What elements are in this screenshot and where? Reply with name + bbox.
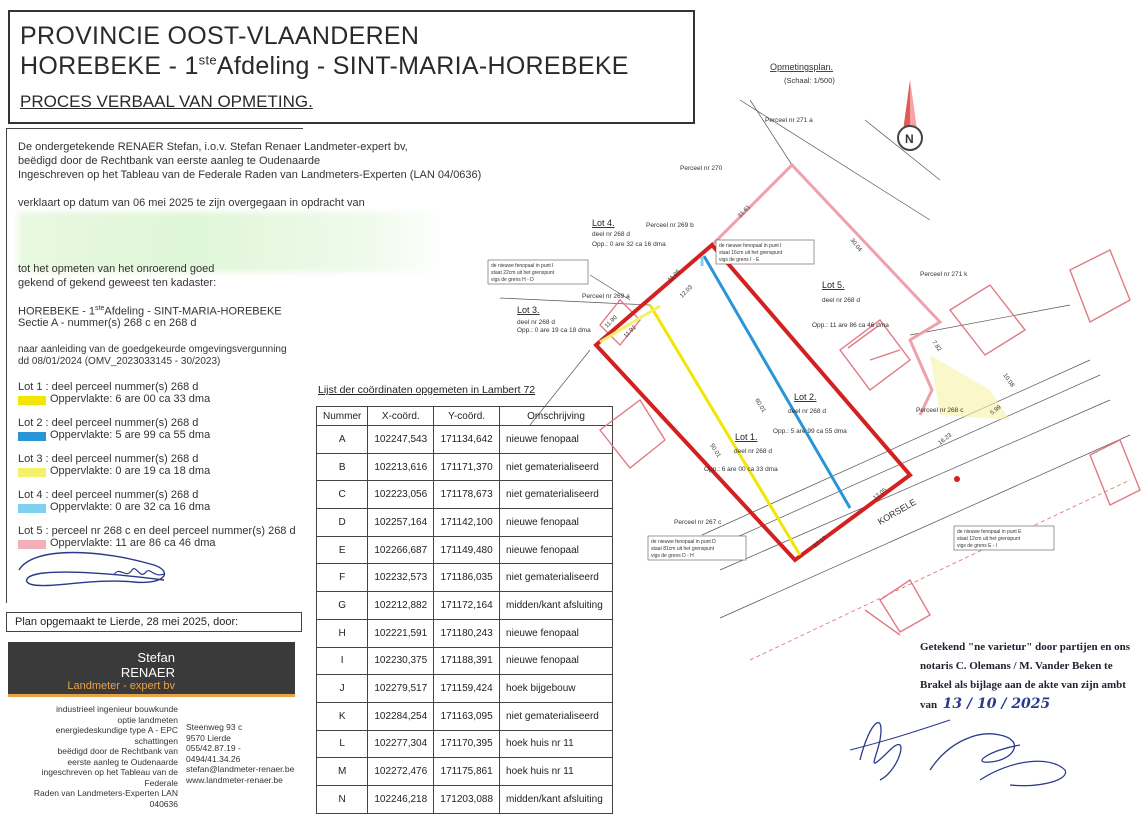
- svg-text:11.05: 11.05: [667, 268, 682, 284]
- col-header-y: Y-coörd.: [434, 407, 500, 426]
- point-id: I: [317, 647, 368, 675]
- north-label: N: [905, 132, 914, 146]
- plan-scale: (Schaal: 1/500): [784, 76, 835, 85]
- lot-5-deel: deel nr 268 d: [822, 297, 860, 304]
- x-coord: 102230,375: [368, 647, 434, 675]
- x-coord: 102246,218: [368, 785, 434, 813]
- company-contact: Steenweg 93 c 9570 Lierde 055/42.87.19 - 0494/41.34.26 stefan@landmeter-renaer.be www.landmeter-renaer.be: [186, 722, 295, 785]
- svg-text:staat 81cm uit het grenspunt: staat 81cm uit het grenspunt: [651, 546, 715, 552]
- document-title: PROCES VERBAAL VAN OPMETING.: [20, 92, 313, 111]
- svg-text:50.01: 50.01: [708, 442, 722, 459]
- aanleiding-line-2: dd 08/01/2024 (OMV_2023033145 - 30/2023): [18, 356, 221, 367]
- x-coord: 102272,476: [368, 758, 434, 786]
- company-credentials: industrieel ingenieur bouwkunde optie landmeten energiedeskundige type A - EPC schattingen beëdigd door de Rechtbank van eerste aanleg te Oudenaarde ingeschreven op het Tableau van de Federale Raden van Landmeters-Experten LAN 040636: [33, 704, 178, 809]
- kadaster-line-1: tot het opmeten van het onroerend goed: [18, 263, 215, 275]
- intro-line-1: De ondergetekende RENAER Stefan, i.o.v. Stefan Renaer Landmeter-expert bv,: [18, 141, 408, 153]
- kadaster-line-2: gekend of gekend geweest ten kadaster:: [18, 277, 217, 289]
- point-id: H: [317, 619, 368, 647]
- description: hoek bijgebouw: [500, 675, 613, 703]
- plan-title: Opmetingsplan.: [770, 62, 834, 72]
- description: niet gematerialiseerd: [500, 564, 613, 592]
- description: hoek huis nr 11: [500, 730, 613, 758]
- note-i: [716, 240, 814, 264]
- lot-4-deel: deel nr 268 d: [592, 231, 630, 238]
- boundary-post-marker: [954, 476, 960, 482]
- y-coord: 171171,370: [434, 453, 500, 481]
- lot-1-area: Opp.: 6 are 00 ca 33 dma: [704, 466, 778, 473]
- north-arrow-icon: [898, 80, 922, 150]
- x-coord: 102223,056: [368, 481, 434, 509]
- svg-text:vigs de grens I - E: vigs de grens I - E: [719, 257, 760, 263]
- parcel-267c: Perceel nr 267 c: [674, 519, 722, 526]
- svg-text:staat 12cm uit het grenspunt: staat 12cm uit het grenspunt: [957, 536, 1021, 542]
- col-header-x: X-coörd.: [368, 407, 434, 426]
- plan-made-box: Plan opgemaakt te Lierde, 28 mei 2025, door:: [6, 612, 302, 632]
- point-id: B: [317, 453, 368, 481]
- y-coord: 171188,391: [434, 647, 500, 675]
- svg-text:de nieuwe fenopaal in punt I: de nieuwe fenopaal in punt I: [719, 243, 782, 249]
- y-coord: 171172,164: [434, 592, 500, 620]
- description: niet gematerialiseerd: [500, 481, 613, 509]
- parcel-270: Perceel nr 270: [680, 165, 723, 172]
- point-id: F: [317, 564, 368, 592]
- kadaster-sectie: Sectie A - nummer(s) 268 c en 268 d: [18, 317, 197, 329]
- point-id: E: [317, 536, 368, 564]
- svg-text:31.61: 31.61: [737, 204, 753, 220]
- road-edge: [750, 480, 1130, 660]
- x-coord: 102277,304: [368, 730, 434, 758]
- y-coord: 171163,095: [434, 702, 500, 730]
- lot-1-swatch: [18, 396, 46, 405]
- svg-text:de nieuwe fenopaal in punt D: de nieuwe fenopaal in punt D: [651, 539, 716, 545]
- company-logo: [8, 642, 295, 694]
- coords-caption: Lijst der coördinaten opgemeten in Lambert 72: [318, 384, 536, 396]
- point-id: N: [317, 785, 368, 813]
- point-id: D: [317, 509, 368, 537]
- y-coord: 171142,100: [434, 509, 500, 537]
- lot-3-deel: deel nr 268 d: [517, 319, 555, 326]
- parcel-271k: Perceel nr 271 k: [920, 271, 968, 278]
- svg-text:staat 16cm uit het grenspunt: staat 16cm uit het grenspunt: [719, 250, 783, 256]
- svg-text:12.03: 12.03: [679, 284, 695, 300]
- neighbour-buildings: [600, 250, 1140, 635]
- parcel-269b: Perceel nr 269 b: [646, 222, 694, 229]
- y-coord: 171178,673: [434, 481, 500, 509]
- description: nieuwe fenopaal: [500, 509, 613, 537]
- x-coord: 102213,616: [368, 453, 434, 481]
- svg-text:10.08: 10.08: [1001, 372, 1015, 389]
- point-id: G: [317, 592, 368, 620]
- municipality-title: HOREBEKE - 1steAfdeling - SINT-MARIA-HOREBEKE: [20, 52, 629, 80]
- description: midden/kant afsluiting: [500, 785, 613, 813]
- note-d: [648, 536, 746, 560]
- x-coord: 102247,543: [368, 426, 434, 454]
- description: midden/kant afsluiting: [500, 592, 613, 620]
- lot-1-deel: deel nr 268 d: [734, 448, 772, 455]
- description: niet gematerialiseerd: [500, 702, 613, 730]
- svg-text:de nieuwe fenopaal in punt E: de nieuwe fenopaal in punt E: [957, 529, 1022, 535]
- lot-4-area: Opp.: 0 are 32 ca 16 dma: [592, 241, 666, 248]
- intro-line-2: beëdigd door de Rechtbank van eerste aanleg te Oudenaarde: [18, 155, 321, 167]
- coords-row: [317, 730, 613, 758]
- intro-line-3: Ingeschreven op het Tableau van de Federale Raden van Landmeters-Experten (LAN 04/0636): [18, 169, 482, 181]
- logo-accent-bar: [8, 694, 295, 697]
- svg-text:vigs de grens H - D: vigs de grens H - D: [491, 277, 534, 283]
- description: nieuwe fenopaal: [500, 426, 613, 454]
- lot-3-area: Opp.: 0 are 19 ca 18 dma: [517, 327, 591, 334]
- lot-4-swatch: [18, 504, 46, 513]
- svg-text:7.82: 7.82: [930, 339, 942, 353]
- lot-3-swatch: [18, 468, 46, 477]
- province-title: PROVINCIE OOST-VLAANDEREN: [20, 22, 420, 50]
- coords-row: [317, 758, 613, 786]
- street-name: KORSELE: [876, 496, 918, 527]
- y-coord: 171149,480: [434, 536, 500, 564]
- survey-map: [470, 60, 1146, 710]
- description: niet gematerialiseerd: [500, 453, 613, 481]
- svg-text:11.90: 11.90: [604, 314, 619, 330]
- y-coord: 171186,035: [434, 564, 500, 592]
- coords-row: [317, 785, 613, 813]
- x-coord: 102257,164: [368, 509, 434, 537]
- point-id: C: [317, 481, 368, 509]
- lot-2-deel: deel nr 268 d: [788, 408, 826, 415]
- lot-5-title: Lot 5.: [822, 280, 845, 290]
- kadaster-location: HOREBEKE - 1steAfdeling - SINT-MARIA-HOREBEKE: [18, 305, 282, 318]
- col-header-nummer: Nummer: [317, 407, 368, 426]
- lot-3-title: Lot 3.: [517, 305, 540, 315]
- note-h: [488, 260, 588, 284]
- company-name-first: Stefan: [137, 650, 175, 665]
- aanleiding-line-1: naar aanleiding van de goedgekeurde omgevingsvergunning: [18, 344, 287, 355]
- svg-text:30.04: 30.04: [848, 237, 863, 254]
- lot-1-title: Lot 1.: [735, 432, 758, 442]
- svg-text:staat 22cm uit het grenspunt: staat 22cm uit het grenspunt: [491, 270, 555, 276]
- svg-text:vigs de grens D - H: vigs de grens D - H: [651, 553, 694, 559]
- x-coord: 102284,254: [368, 702, 434, 730]
- x-coord: 102221,591: [368, 619, 434, 647]
- y-coord: 171159,424: [434, 675, 500, 703]
- notary-stamp: Getekend "ne varietur" door partijen en ons notaris C. Olemans / M. Vander Beken te Brakel als bijlage aan de akte van zijn ambt van 13 / 10 / 2025: [920, 641, 1130, 712]
- lot-2-title: Lot 2.: [794, 392, 817, 402]
- svg-text:60.01: 60.01: [753, 397, 767, 414]
- svg-text:12.05: 12.05: [872, 487, 889, 502]
- svg-text:12.17: 12.17: [812, 535, 829, 550]
- point-id: L: [317, 730, 368, 758]
- point-id: J: [317, 675, 368, 703]
- svg-text:5.99: 5.99: [989, 404, 1003, 417]
- note-e: [954, 526, 1054, 550]
- description: hoek huis nr 11: [500, 758, 613, 786]
- surveyor-signature: [14, 540, 184, 600]
- red-boundary: [596, 245, 910, 560]
- x-coord: 102266,687: [368, 536, 434, 564]
- lot-2-swatch: [18, 432, 46, 441]
- description: nieuwe fenopaal: [500, 619, 613, 647]
- svg-text:16.23: 16.23: [937, 432, 954, 447]
- lot-4-title: Lot 4.: [592, 218, 615, 228]
- intro-line-4: verklaart op datum van 06 mei 2025 te zijn overgegaan in opdracht van: [18, 197, 365, 209]
- company-subtitle: Landmeter - expert bv: [67, 680, 175, 692]
- svg-text:de nieuwe fenopaal in punt I: de nieuwe fenopaal in punt I: [491, 263, 554, 269]
- col-header-omschrijving: Omschrijving: [500, 407, 613, 426]
- description: nieuwe fenopaal: [500, 647, 613, 675]
- y-coord: 171134,642: [434, 426, 500, 454]
- y-coord: 171170,395: [434, 730, 500, 758]
- x-coord: 102232,573: [368, 564, 434, 592]
- x-coord: 102279,517: [368, 675, 434, 703]
- point-id: A: [317, 426, 368, 454]
- parcel-271a: Perceel nr 271 a: [765, 117, 813, 124]
- svg-text:vigs de grens E - I: vigs de grens E - I: [957, 543, 998, 549]
- parcel-268c: Perceel nr 268 c: [916, 407, 964, 414]
- lot-5-area: Opp.: 11 are 86 ca 46 dma: [812, 322, 889, 329]
- parcel-269a: Perceel nr 269 a: [582, 293, 630, 300]
- y-coord: 171180,243: [434, 619, 500, 647]
- party-signatures: [840, 700, 1080, 795]
- x-coord: 102212,882: [368, 592, 434, 620]
- lot-2-area: Opp.: 5 are 99 ca 55 dma: [773, 428, 847, 435]
- y-coord: 171175,861: [434, 758, 500, 786]
- description: nieuwe fenopaal: [500, 536, 613, 564]
- y-coord: 171203,088: [434, 785, 500, 813]
- svg-text:11.92: 11.92: [623, 324, 638, 340]
- point-id: K: [317, 702, 368, 730]
- point-id: M: [317, 758, 368, 786]
- company-name-last: RENAER: [120, 665, 175, 680]
